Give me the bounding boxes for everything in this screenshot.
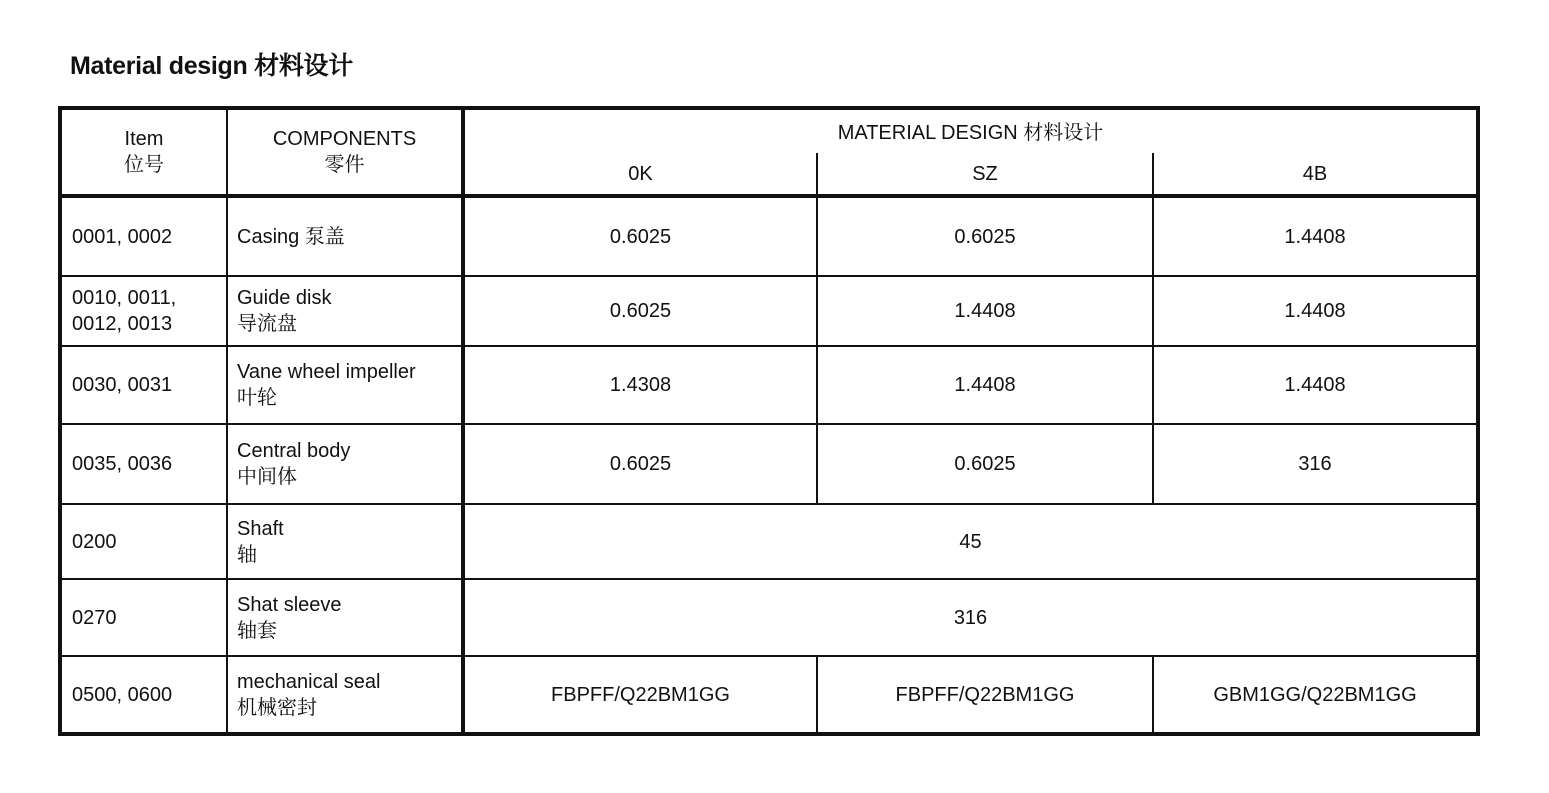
material-sz: FBPFF/Q22BM1GG — [817, 656, 1153, 734]
component-name-en: Shat sleeve — [237, 593, 342, 616]
item-number: 0012, 0013 — [72, 313, 173, 335]
material-sz: 1.4408 — [817, 276, 1153, 346]
table-row — [60, 424, 1478, 504]
header-variant-sz: SZ — [817, 153, 1153, 196]
material-4b: 1.4408 — [1153, 276, 1478, 346]
material-design-table — [58, 106, 1480, 736]
table-row — [60, 504, 1478, 579]
component-name-cn: 轴套 — [237, 619, 277, 642]
component-cell — [227, 656, 463, 734]
material-merged: 45 — [463, 504, 1478, 579]
component-cell — [227, 579, 463, 656]
material-0k: 0.6025 — [463, 276, 817, 346]
item-number: 0001, 0002 — [72, 225, 173, 248]
component-cell — [227, 504, 463, 579]
table-row — [60, 196, 1478, 276]
component-name-en: Vane wheel impeller — [237, 361, 416, 383]
table-row — [60, 276, 1478, 346]
item-number: 0200 — [72, 530, 117, 553]
table-row — [60, 579, 1478, 656]
material-4b: 316 — [1153, 424, 1478, 504]
material-sz: 0.6025 — [817, 196, 1153, 276]
header-components-en: COMPONENTS — [272, 128, 417, 150]
material-0k: 1.4308 — [463, 346, 817, 424]
item-number-cell — [60, 504, 227, 579]
table-row — [60, 346, 1478, 424]
component-name-cn: 机械密封 — [237, 696, 317, 719]
component-name-cn: 中间体 — [237, 466, 297, 488]
material-4b: 1.4408 — [1153, 346, 1478, 424]
material-0k: 0.6025 — [463, 424, 817, 504]
header-item-en: Item — [124, 128, 164, 150]
page-title: Material design 材料设计 — [70, 52, 353, 80]
header-item-cn: 位号 — [124, 154, 164, 176]
component-name-en: Shaft — [237, 517, 284, 540]
component-cell — [227, 276, 463, 346]
item-number-cell — [60, 346, 227, 424]
item-number-cell — [60, 579, 227, 656]
component-name-en: Guide disk — [237, 287, 332, 309]
material-merged: 316 — [463, 579, 1478, 656]
header-components-cn: 零件 — [324, 154, 365, 176]
component-cell — [227, 196, 463, 276]
component-name-cn: 导流盘 — [237, 313, 297, 335]
component-name-en: Central body — [237, 440, 351, 462]
header-variant-0k: 0K — [463, 153, 817, 196]
header-material-design: MATERIAL DESIGN 材料设计 — [463, 108, 1478, 153]
material-sz: 0.6025 — [817, 424, 1153, 504]
item-number: 0030, 0031 — [72, 374, 173, 396]
item-number: 0500, 0600 — [72, 683, 173, 706]
table-header-row — [60, 108, 1478, 153]
material-4b: 1.4408 — [1153, 196, 1478, 276]
item-number-cell — [60, 656, 227, 734]
header-variant-4b: 4B — [1153, 153, 1478, 196]
item-number-cell — [60, 196, 227, 276]
header-components — [227, 108, 463, 196]
item-number: 0035, 0036 — [72, 453, 173, 475]
component-name-en: mechanical seal — [237, 670, 381, 693]
item-number: 0270 — [72, 606, 117, 629]
material-4b: GBM1GG/Q22BM1GG — [1153, 656, 1478, 734]
component-name-cn: 轴 — [237, 543, 257, 566]
item-number-cell — [60, 276, 227, 346]
component-cell — [227, 424, 463, 504]
header-item — [60, 108, 227, 196]
material-0k: FBPFF/Q22BM1GG — [463, 656, 817, 734]
material-sz: 1.4408 — [817, 346, 1153, 424]
item-number: 0010, 0011, — [72, 287, 177, 309]
component-name-cn: 叶轮 — [237, 387, 277, 409]
component-name: Casing 泵盖 — [237, 225, 345, 248]
table-row — [60, 656, 1478, 734]
item-number-cell — [60, 424, 227, 504]
material-0k: 0.6025 — [463, 196, 817, 276]
component-cell — [227, 346, 463, 424]
